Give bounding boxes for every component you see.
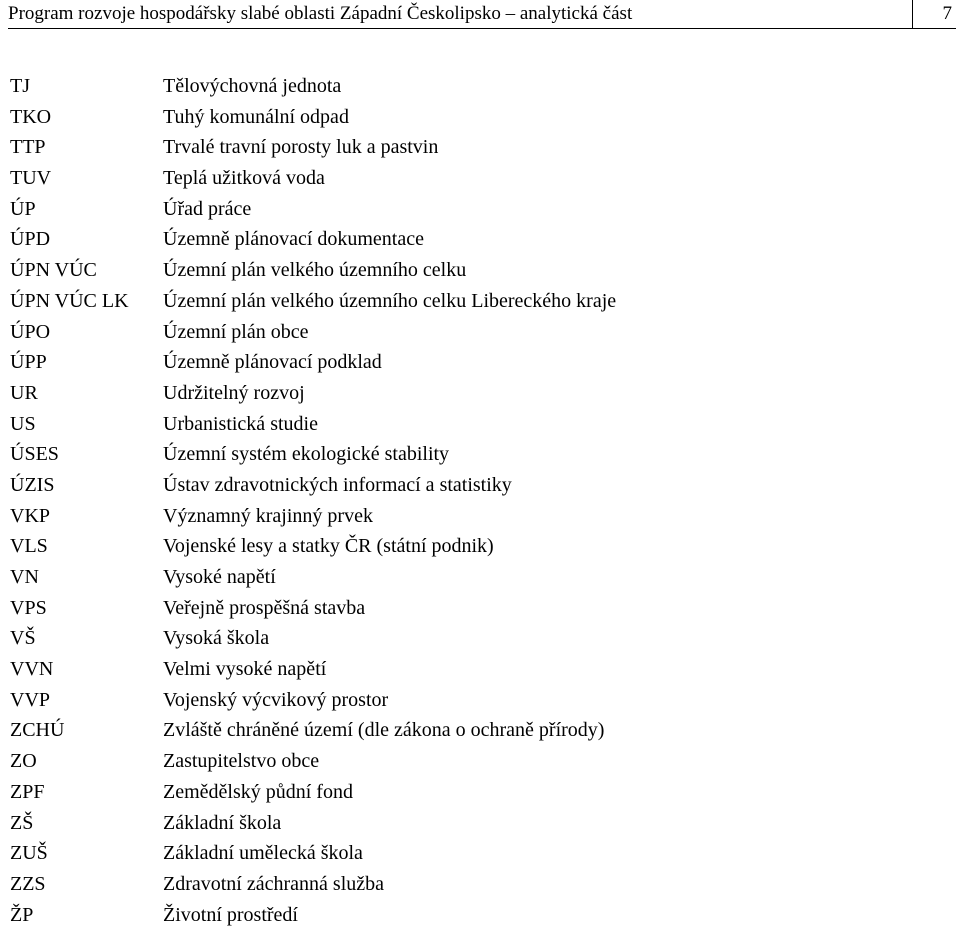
abbreviation-row — [10, 163, 950, 194]
abbreviation-meaning: Tuhý komunální odpad — [163, 105, 349, 128]
abbreviation-row — [10, 531, 950, 562]
abbreviation-meaning: Veřejně prospěšná stavba — [163, 596, 366, 619]
abbreviation-code: ZZS — [10, 872, 46, 895]
abbreviation-row — [10, 623, 950, 654]
abbreviation-row — [10, 286, 950, 317]
abbreviation-code: VVP — [10, 688, 51, 711]
abbreviation-row — [10, 132, 950, 163]
abbreviation-meaning: Základní škola — [163, 811, 282, 834]
abbreviation-code: ÚZIS — [10, 473, 55, 496]
abbreviation-meaning: Zvláště chráněné území (dle zákona o ochraně přírody) — [163, 719, 605, 742]
abbreviation-row — [10, 808, 950, 839]
abbreviation-list — [10, 71, 950, 930]
abbreviation-code: ŽP — [10, 903, 34, 926]
abbreviation-meaning: Územní plán obce — [163, 320, 309, 343]
abbreviation-row — [10, 900, 950, 930]
abbreviation-row — [10, 685, 950, 716]
abbreviation-code: VŠ — [10, 627, 36, 650]
abbreviation-code: VPS — [10, 596, 47, 619]
abbreviation-meaning: Tělovýchovná jednota — [163, 75, 342, 97]
abbreviation-meaning: Úřad práce — [163, 197, 252, 220]
abbreviation-code: ZUŠ — [10, 842, 48, 865]
abbreviation-code: TKO — [10, 105, 52, 128]
abbreviation-meaning: Územní plán velkého územního celku — [163, 259, 467, 282]
abbreviation-code: TUV — [10, 167, 52, 190]
abbreviation-meaning: Životní prostředí — [163, 903, 298, 926]
abbreviation-meaning: Vojenský výcvikový prostor — [163, 688, 389, 711]
abbreviation-code: VN — [10, 566, 39, 588]
abbreviation-code: TJ — [10, 75, 30, 97]
abbreviation-code: TTP — [10, 136, 46, 159]
abbreviation-code: VVN — [10, 658, 54, 681]
abbreviation-row — [10, 838, 950, 869]
abbreviation-meaning: Vysoká škola — [163, 627, 270, 650]
abbreviation-meaning: Základní umělecká škola — [163, 842, 363, 865]
abbreviation-row — [10, 715, 950, 746]
abbreviation-meaning: Ústav zdravotnických informací a statistiky — [163, 473, 512, 496]
abbreviation-code: ÚPD — [10, 228, 51, 251]
abbreviation-code: ÚPP — [10, 351, 47, 374]
abbreviation-row — [10, 409, 950, 440]
abbreviation-meaning: Vojenské lesy a statky ČR (státní podnik) — [163, 535, 494, 558]
abbreviation-row — [10, 102, 950, 133]
abbreviation-row — [10, 746, 950, 777]
abbreviation-meaning: Urbanistická studie — [163, 412, 318, 435]
abbreviation-code: US — [10, 412, 36, 435]
abbreviation-row — [10, 439, 950, 470]
abbreviation-meaning: Územní plán velkého územního celku Libereckého kraje — [163, 289, 617, 312]
abbreviation-code: ÚPN VÚC — [10, 259, 97, 282]
abbreviation-code: ÚPO — [10, 320, 51, 343]
abbreviation-meaning: Trvalé travní porosty luk a pastvin — [163, 136, 439, 159]
abbreviation-meaning: Vysoké napětí — [163, 566, 276, 588]
abbreviation-row — [10, 378, 950, 409]
abbreviation-row — [10, 777, 950, 808]
abbreviation-meaning: Územně plánovací dokumentace — [163, 228, 424, 251]
abbreviation-code: VKP — [10, 504, 51, 527]
abbreviation-code: ZO — [10, 750, 37, 773]
abbreviation-meaning: Zemědělský půdní fond — [163, 780, 353, 803]
abbreviation-code: ZPF — [10, 780, 45, 803]
abbreviation-meaning: Územní systém ekologické stability — [163, 443, 450, 466]
abbreviation-row — [10, 562, 950, 593]
abbreviation-code: VLS — [10, 535, 48, 558]
abbreviation-row — [10, 470, 950, 501]
page-number: 7 — [912, 0, 956, 28]
abbreviation-row — [10, 317, 950, 348]
abbreviation-code: ÚSES — [10, 443, 59, 466]
page-header — [8, 0, 956, 29]
abbreviation-row — [10, 593, 950, 624]
abbreviation-row — [10, 654, 950, 685]
abbreviation-meaning: Územně plánovací podklad — [163, 351, 382, 374]
abbreviation-row — [10, 71, 950, 102]
abbreviation-meaning: Velmi vysoké napětí — [163, 658, 327, 681]
abbreviation-row — [10, 347, 950, 378]
abbreviation-code: ZŠ — [10, 811, 34, 834]
abbreviation-meaning: Významný krajinný prvek — [163, 504, 373, 527]
abbreviation-row — [10, 194, 950, 225]
abbreviation-meaning: Zastupitelstvo obce — [163, 750, 320, 773]
abbreviation-code: UR — [10, 381, 38, 404]
abbreviation-meaning: Udržitelný rozvoj — [163, 381, 305, 404]
abbreviation-row — [10, 501, 950, 532]
abbreviation-row — [10, 869, 950, 900]
abbreviation-code: ÚPN VÚC LK — [10, 289, 129, 312]
abbreviation-code: ZCHÚ — [10, 719, 65, 742]
abbreviation-row — [10, 255, 950, 286]
abbreviation-meaning: Zdravotní záchranná služba — [163, 872, 385, 895]
abbreviation-row — [10, 224, 950, 255]
abbreviation-meaning: Teplá užitková voda — [163, 167, 325, 190]
document-title: Program rozvoje hospodářsky slabé oblasti Západní Českolipsko – analytická část — [8, 3, 633, 24]
abbreviation-code: ÚP — [10, 197, 36, 220]
